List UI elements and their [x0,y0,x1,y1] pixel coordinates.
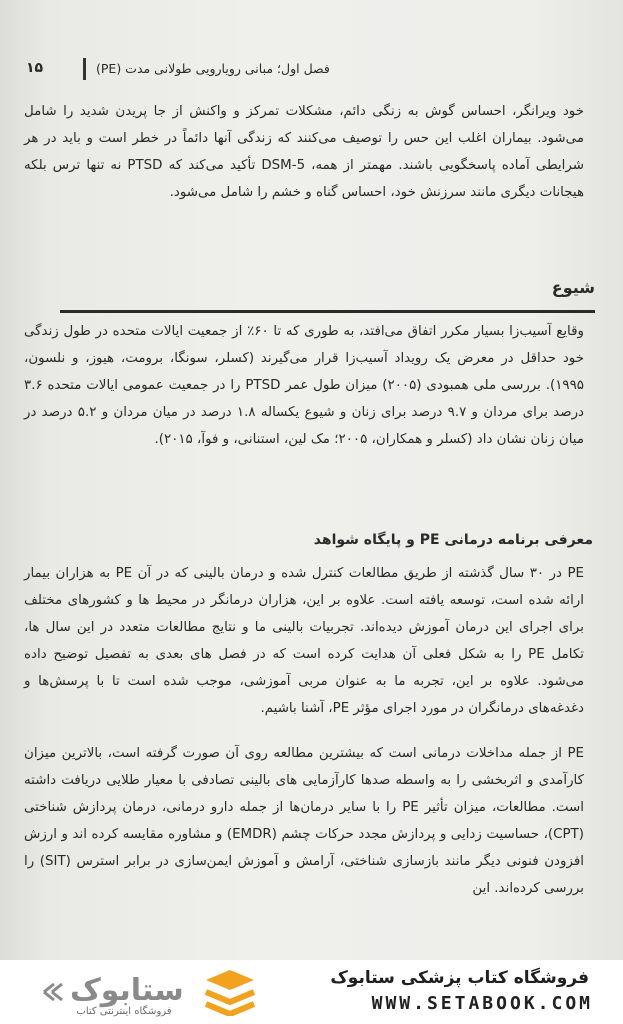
logo-wordmark: ستابوک [70,973,184,1008]
page-number: ۱۵ [26,60,44,76]
store-name: فروشگاه کتاب پزشکی ستابوک [330,968,589,988]
subsection-heading: معرفی برنامه درمانی PE و پایگاه شواهد [313,532,593,548]
section-rule [60,310,595,313]
logo-subtitle: فروشگاه اینترنتی کتاب [76,1006,172,1017]
page-header [26,60,596,82]
section-heading: شیوع [551,278,595,297]
book-chevron-icon [200,966,260,1016]
paragraph-intro-pe: PE در ۳۰ سال گذشته از طریق مطالعات کنترل شده و درمان بالینی که در آن PE به هزاران بیمار ارائه شده است، توسعه یافته است. علاوه بر این، هزاران درمانگر در محیط ها و کشورهای مختلف برای اجرای این درمان آموزش دیده‌اند. تجربیات بالینی ما و نتایج مطالعات متعدد در این سال ها، تکامل PE را به شکل فعلی آن هدایت کرده است که در فصل های بعدی به تفصیل توضیح داده می‌شود. علاوه بر این، تجربه ما به عنوان مربی آموزشی، موجب شده است تا با پرسش‌ها و دغدغه‌های درمانگران در مورد اجرای مؤثر PE، آشنا باشیم. [24,566,584,716]
chapter-title: فصل اول؛ مبانی رویارویی طولانی مدت (PE) [96,61,330,76]
paragraph-intro: خود ویرانگر، احساس گوش به زنگی دائم، مشکلات تمرکز و واکنش از جا پریدن شدید را شامل می‌شود. بیماران اغلب این حس را توصیف می‌کنند که زندگی آنها دائماً در خطر است و باید در هر شرایطی آماده پاسخگویی باشند. مهمتر از همه، DSM-5 تأکید می‌کند که PTSD نه تنها ترس بلکه هیجانات دیگری مانند سرزنش خود، احساس گناه و خشم را شامل می‌شود. [24,104,584,200]
header-divider [83,58,86,80]
footer-banner [0,960,623,1024]
setabook-logo[interactable] [34,962,204,1020]
store-url-link[interactable]: WWW.SETABOOK.COM [371,993,593,1014]
paragraph-prevalence: وقایع آسیب‌زا بسیار مکرر اتفاق می‌افتد، به طوری که تا ۶۰٪ از جمعیت ایالات متحده در طول زندگی خود حداقل در معرض یک رویداد آسیب‌زا قرار می‌گیرند (کسلر، سونگا، برومت، هیوز، و نلسون، ۱۹۹۵). بررسی ملی همبودی (۲۰۰۵) میزان طول عمر PTSD را در جمعیت عمومی ایالات متحده ۳.۶ درصد برای مردان و ۹.۷ درصد برای زنان و شیوع یکساله ۱.۸ درصد در میان مردان و ۵.۲ درصد در میان زنان نشان داد (کسلر و همکاران، ۲۰۰۵؛ مک لین، استنانی، و فوآ، ۲۰۱۵). [24,324,585,447]
paragraph-evidence: PE از جمله مداخلات درمانی است که بیشترین مطالعه روی آن صورت گرفته است، بالاترین میزان کارآمدی و اثربخشی را به واسطه صدها کارآزمایی های بالینی تصادفی با معیار طلایی دریافت داشته است. مطالعات، میزان تأثیر PE را با سایر درمان‌ها از جمله دارو درمانی، درمان پردازش شناختی (CPT)، حساسیت زدایی و پردازش مجدد حرکات چشم (EMDR) و مشاوره مقایسه کرده اند و ارزش افزودن فنونی دیگر مانند بازسازی شناختی، آرامش و آموزش ایمن‌سازی در برابر استرس (SIT) را بررسی کرده‌اند. این [24,746,585,896]
